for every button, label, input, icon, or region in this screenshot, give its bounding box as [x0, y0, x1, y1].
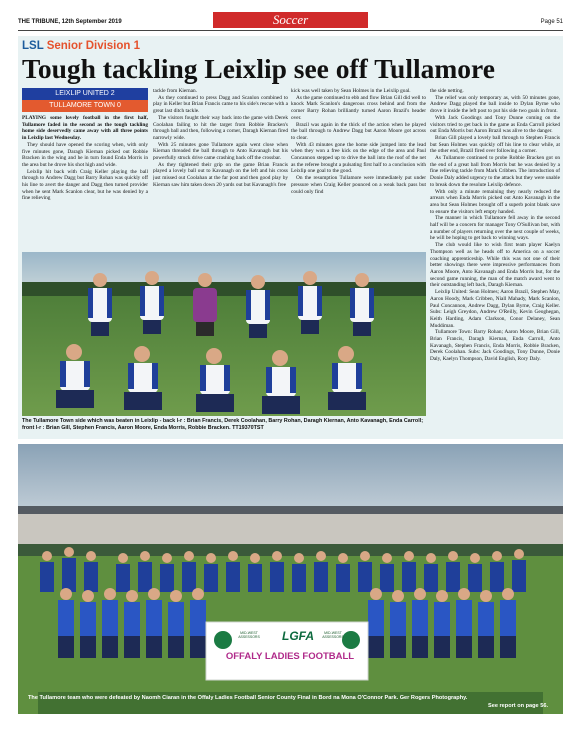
page-number: Page 51	[540, 19, 563, 25]
paragraph: kick was well taken by Sean Holmes in the Leixlip goal.	[291, 88, 411, 94]
paragraph: As they tightened their grip on the game Brian Francis played a lovely ball out to Kavanagh on the left and his cross just missed out Coolahan at the far post and then good play by Kiernan saw him taken down 20 yards out but Kavanagh's free	[153, 161, 288, 188]
paragraph: With 43 minutes gone the home side jumped into the lead when they won a free kick on the edge of the area and Paul Concannon stepped up to drive the ball into the roof of the net as the referee brought a pulsating first half to a conclusion with Leixlip one goal to the good.	[291, 141, 426, 175]
ladies-team-photo	[18, 444, 563, 714]
sponsor-label-right: MID-WEST ASSESSORS	[322, 631, 344, 639]
article-column-4	[430, 88, 560, 428]
photo2-caption: The Tullamore team who were defeated by Naomh Ciaran in the Offaly Ladies Football Senior County Final in Bord na Mona O'Connor Park. Ger Rogers Photography.	[28, 695, 468, 701]
article-column-2	[153, 88, 288, 250]
paragraph: On the resumption Tullamore were immediately put under pressure when Craig Keller pounced on a weak back pass but could only find	[291, 175, 426, 195]
paragraph: the side netting.	[430, 88, 464, 94]
paragraph: The relief was only temporary as, with 50 minutes gone, Andrew Dagg played the ball inside to Dylan Byrne who drove it inside the left post to put his side two goals in front.	[430, 94, 560, 115]
paragraph: The manner in which Tullamore fell away in the second half will be a concern for manager Tony O'Sullivan but, with a number of players returning over the next couple of weeks, he will be hoping to get back to winning ways.	[430, 215, 560, 242]
section-label	[18, 12, 563, 28]
paragraph: With 25 minutes gone Tullamore again went close when Kiernan threaded the ball through to Anto Kavanagh but his powerfully struck drive came crashing back off the crossbar.	[153, 141, 288, 162]
score-home: LEIXLIP UNITED 2	[22, 88, 148, 100]
paragraph: They should have opened the scoring when, with only five minutes gone, Daragh Kiernan picked out Robbie Bracken in the wing and he in turn found Enda Morris in the area but he drove his shot high and wide.	[22, 141, 148, 168]
article-column-3	[291, 88, 426, 250]
section-name: Soccer	[213, 12, 368, 28]
paragraph: Leixlip hit back with Craig Keller playing the ball through to Andrew Dagg but Barry Rohan was quickly off his line to avert the danger and Dagg then turned provider when he sent Mark Scanlon clear, but he was denied by a fine relieving	[22, 168, 148, 202]
score-away: TULLAMORE TOWN 0	[22, 100, 148, 112]
see-report-link[interactable]: See report on page 56.	[488, 703, 548, 709]
paragraph: With Jack Goodings and Tony Dunne coming on the visitors tried to get back in the game as Enda Carroll picked out Enda Morris but Aaron Brazil was alive to the danger.	[430, 114, 560, 135]
paragraph: As the game continued to ebb and flow Brian Gill did well to knock Mark Scanlon's dangerous cross behind and from the corner Barry Rohan brilliantly turned Aaron Brazil's header over.	[291, 94, 426, 121]
headline: Tough tackling Leixlip see off Tullamore	[22, 53, 495, 84]
photo-caption: The Tullamore Town side which was beaten in Leixlip - back l-r : Brian Francis, Derek Coolahan, Barry Rohan, Daragh Kiernan, Anto Kavanagh, Enda Carroll; front l-r : Brian Gill, Stephen Francis, Aaron Moore, Enda Morris, Robbie Bracken. TT19370TST	[22, 418, 423, 431]
team-line-leixlip: Leixlip United: Sean Holmes; Aaron Brazil, Stephen May, Aaron Hoody, Mark Cribben, Niall Mahady, Mark Scanlon, Paul Concannon, Andrew Dagg, Dylan Byrne, Craig Keller. Subs: Leigh Greydon, Andrew O'Reilly, Kevin Geoghegan, Keith Harding, Adam Clarkson, Conor Delaney, Sean Muddiman.	[430, 289, 560, 329]
league-abbr: LSL	[22, 40, 44, 52]
banner-title: OFFALY LADIES FOOTBALL	[225, 651, 355, 662]
ladies-team-illustration	[18, 444, 563, 714]
paragraph: tackle from Kiernan.	[153, 88, 197, 94]
division-label: Senior Division 1	[46, 40, 141, 52]
paragraph: With only a minute remaining they nearly reduced the arrears when Enda Morris picked out Anto Kavanagh in the area but Sean Holmes brought off a superb point blank save to ensure the visitors left empty handed.	[430, 188, 560, 215]
team-photo-illustration	[22, 252, 426, 416]
paragraph: As Tullamore continued to probe Robbie Bracken got on the end of a great ball from Morris but he was denied by a fine relieving tackle from Mark Cribben. The introduction of Donie Daly added urgency to the attack but they were unable to break down the resolute Leixlip defence.	[430, 155, 560, 188]
lede-paragraph: PLAYING some lovely football in the first half, Tullamore faded in the second as the tough tackling home side deservedly came away with all three points in Leixlip last Wednesday.	[22, 115, 148, 142]
team-line-tullamore: Tullamore Town: Barry Rohan; Aaron Moore, Brian Gill, Brian Francis, Daragh Kiernan, Enda Carroll, Anto Kavanagh, Stephen Francis, Enda Morris, Robbie Bracken, Derek Coolahan. Subs: Jack Goodings, Tony Dunne, Donie Daly, Kaelyn Thompson, David English, Rory Daly.	[430, 329, 560, 363]
paragraph: Brazil was again in the thick of the action when he played the ball through to Andrew Dagg but Aaron Moore got across to clear.	[291, 121, 426, 141]
paragraph: As they continued to press Dagg and Scanlon combined to play in Keller but Brian Francis came to his side's rescue with a great last ditch tackle.	[153, 94, 288, 115]
match-report-article	[18, 36, 563, 439]
article-column-1	[22, 115, 148, 250]
paragraph: Brian Gill played a lovely ball through to Stephen Francis but Sean Holmes was quickly off his line to clear while, at the other end, Brazil fired over following a corner.	[430, 134, 560, 155]
kicker	[22, 40, 140, 52]
paragraph: The visitors fought their way back into the game with Derek Coolahan failing to hit the target from Robbie Bracken's through ball and then, following a corner, Daragh Kiernan fired narrowly wide.	[153, 114, 288, 141]
header-rule	[18, 30, 563, 31]
sponsor-label-left: MID-WEST ASSESSORS	[238, 631, 260, 639]
page-header	[18, 8, 563, 34]
paragraph: The club would like to wish first team player Kaelyn Thompson well as he heads off to America on a soccer coaching apprenticeship. While this was not one of their better showings there were impressive performances from Aaron Moore, Anto Kavanagh and Enda Morris but, for the second game running, the man of the match award went to their outstanding left back, Daragh Kiernan.	[430, 242, 560, 289]
lgfa-logo: LGFA	[282, 629, 314, 643]
tullamore-team-photo	[22, 252, 426, 416]
publication-date: THE TRIBUNE, 12th September 2019	[18, 19, 122, 25]
